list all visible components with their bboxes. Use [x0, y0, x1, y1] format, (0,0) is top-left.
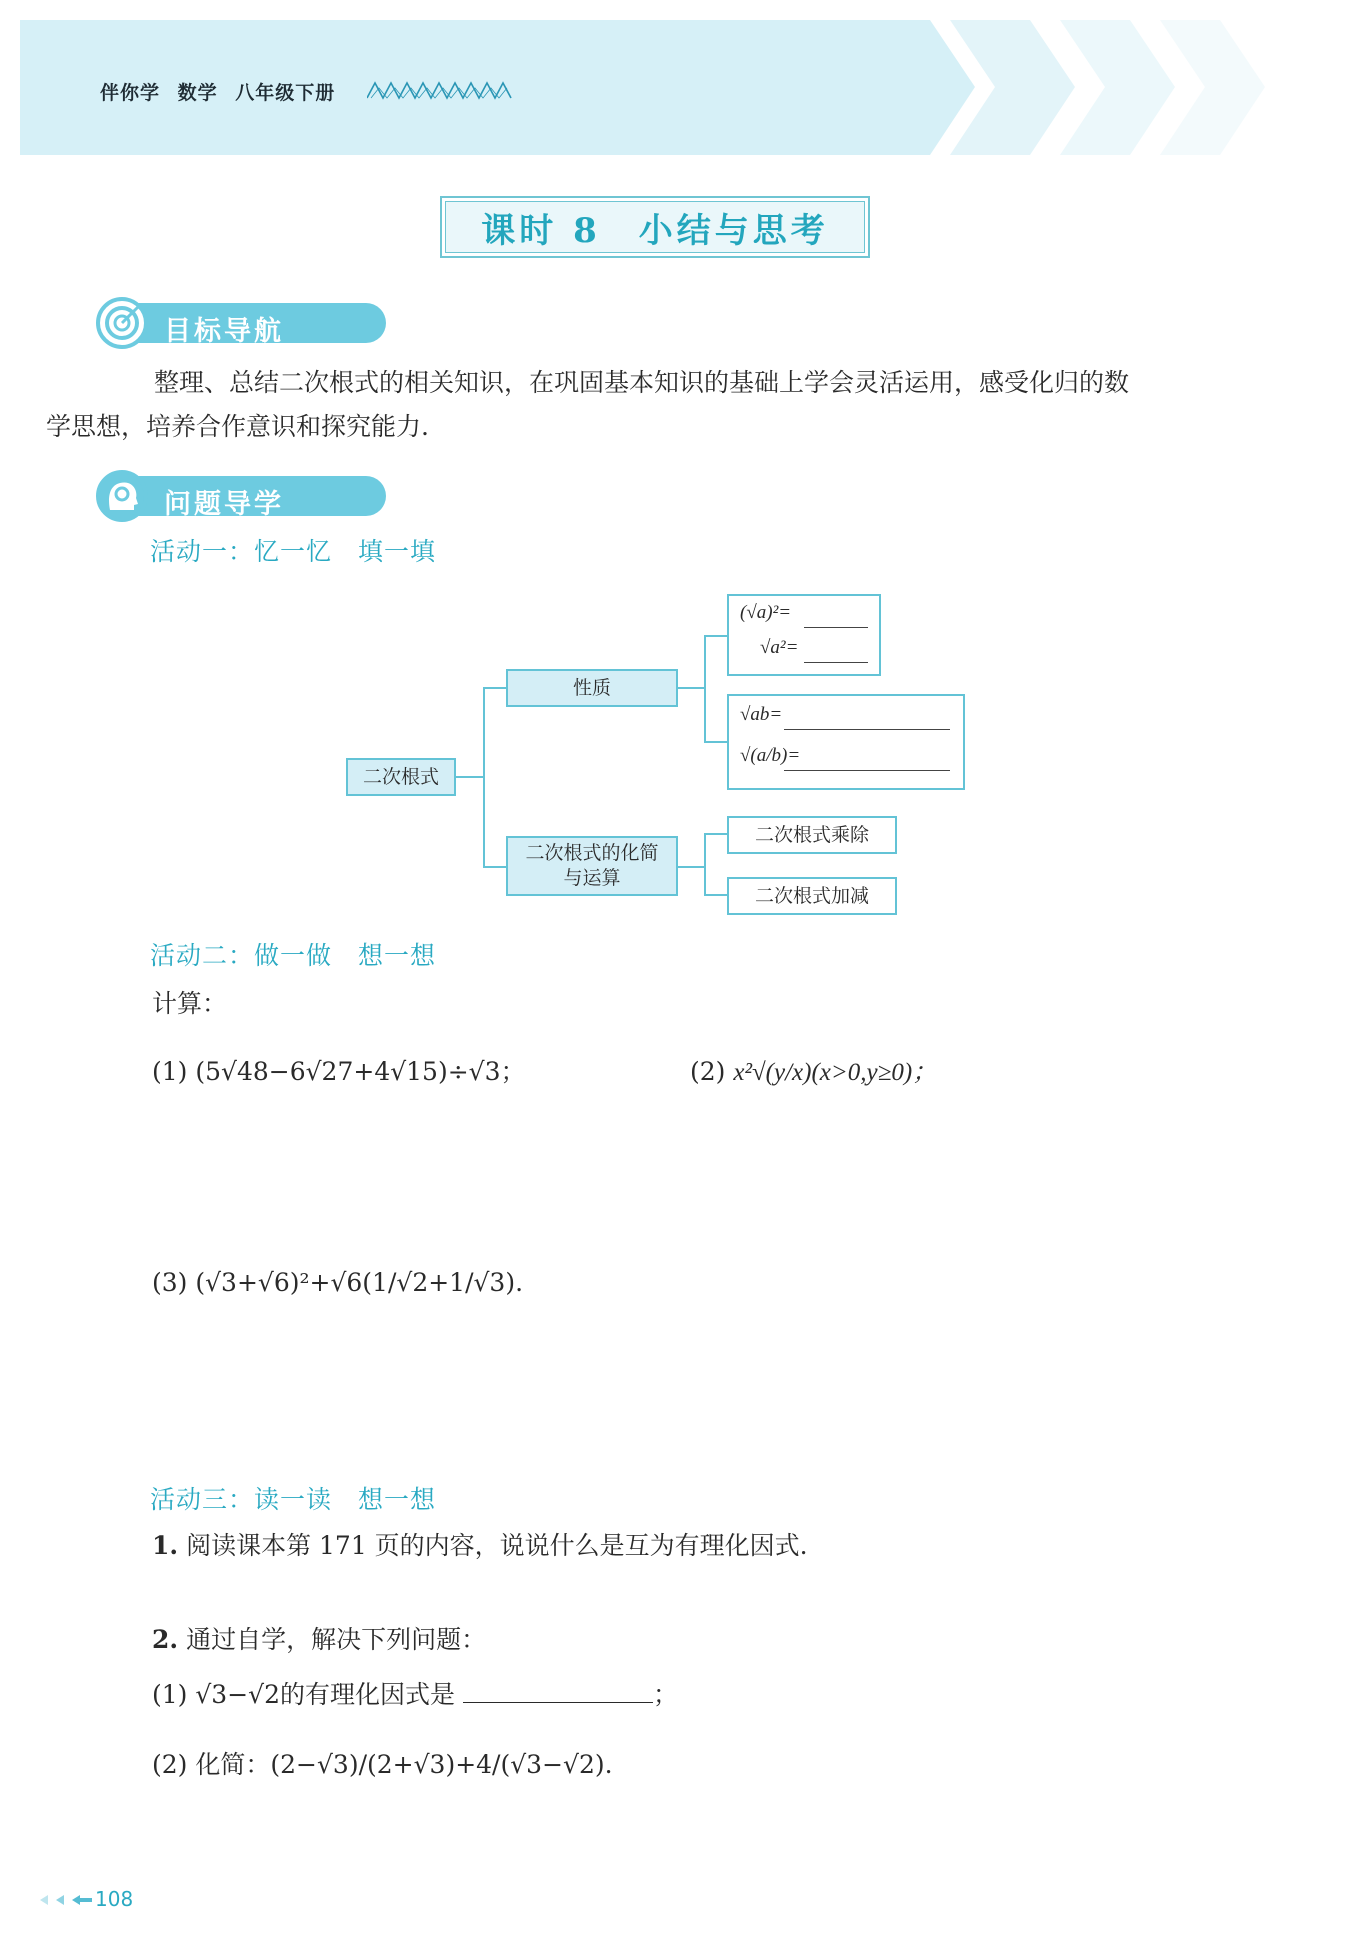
section-label-guide: 问题导学: [164, 489, 284, 520]
header-grade: 八年级下册: [235, 82, 336, 104]
question-2-number: 2.: [152, 1625, 179, 1654]
question-2a-label: (1): [152, 1680, 188, 1709]
prop4-expr: √(a/b)=: [740, 745, 801, 766]
problem-1-expr: (5√48−6√27+4√15)÷√3；: [195, 1057, 526, 1086]
prop2-blank: [804, 661, 868, 663]
problem-2: [690, 1052, 937, 1088]
problem-3-label: (3): [152, 1268, 188, 1297]
prop3-blank: [784, 728, 950, 730]
page-number: 108: [95, 1887, 134, 1911]
lesson-title-frame: [440, 196, 870, 258]
question-2a-text: 的有理化因式是: [280, 1680, 456, 1709]
question-2b: [152, 1745, 613, 1781]
question-2: [152, 1620, 486, 1656]
problem-2-label: (2): [690, 1057, 726, 1086]
question-2b-expr: (2−√3)/(2+√3)+4/(√3−√2).: [270, 1750, 613, 1779]
header-subject: 数学: [177, 82, 218, 104]
problem-3: [152, 1268, 523, 1297]
diagram-branch-properties: 性质: [506, 669, 678, 707]
prop1-expr: (√a)²=: [740, 602, 792, 623]
question-2a: (1) √3−√2的有理化因式是 ；: [152, 1680, 678, 1709]
prop3-expr: √ab=: [740, 704, 783, 725]
lesson-title: 课时 8 小结与思考: [481, 210, 829, 251]
question-1-number: 1.: [152, 1531, 179, 1560]
prop1-blank: [804, 626, 868, 628]
question-2a-blank: [463, 1702, 653, 1703]
page-arrows-icon: [40, 1893, 94, 1907]
activity3-title: 活动三：读一读 想一想: [150, 1485, 437, 1514]
question-2a-expr: √3−√2: [195, 1680, 280, 1709]
diagram-branch-operations: 二次根式的化简 与运算: [506, 836, 678, 896]
section-banner-guide: [96, 470, 396, 522]
problem-2-expr: x²√(y/x)(x>0,y≥0)；: [733, 1059, 938, 1086]
target-icon: [96, 297, 148, 349]
question-2-text: 通过自学，解决下列问题：: [186, 1625, 487, 1654]
problem-1-label: (1): [152, 1057, 188, 1086]
question-2b-label: (2): [152, 1750, 188, 1779]
problem-1: [152, 1052, 526, 1088]
header-title: [100, 78, 335, 105]
activity2-intro: 计算：: [152, 989, 228, 1018]
question-1-text: 阅读课本第 171 页的内容，说说什么是互为有理化因式.: [186, 1531, 808, 1560]
zigzag-decoration-icon: [367, 80, 512, 100]
head-gear-icon: [96, 470, 148, 522]
problem-3-expr: (√3+√6)²+√6(1/√2+1/√3).: [195, 1268, 524, 1297]
header-series: 伴你学: [100, 82, 161, 104]
diagram-root: 二次根式: [346, 758, 456, 796]
activity1-title: 活动一：忆一忆 填一填: [150, 537, 437, 566]
section-banner-goal: [96, 297, 396, 349]
diagram-op-multiply-divide: 二次根式乘除: [727, 816, 897, 854]
question-2b-text: 化简：: [195, 1750, 271, 1779]
prop2-expr: √a²=: [760, 637, 799, 658]
activity2-title: 活动二：做一做 想一想: [150, 941, 437, 970]
goal-paragraph: 整理、总结二次根式的相关知识，在巩固基本知识的基础上学会灵活运用，感受化归的数 学思想，培养合作意识和探究能力.: [46, 368, 1130, 441]
section-label-goal: 目标导航: [164, 316, 284, 347]
diagram-op-add-subtract: 二次根式加减: [727, 877, 897, 915]
prop4-blank: [784, 769, 950, 771]
question-1: [152, 1526, 808, 1562]
